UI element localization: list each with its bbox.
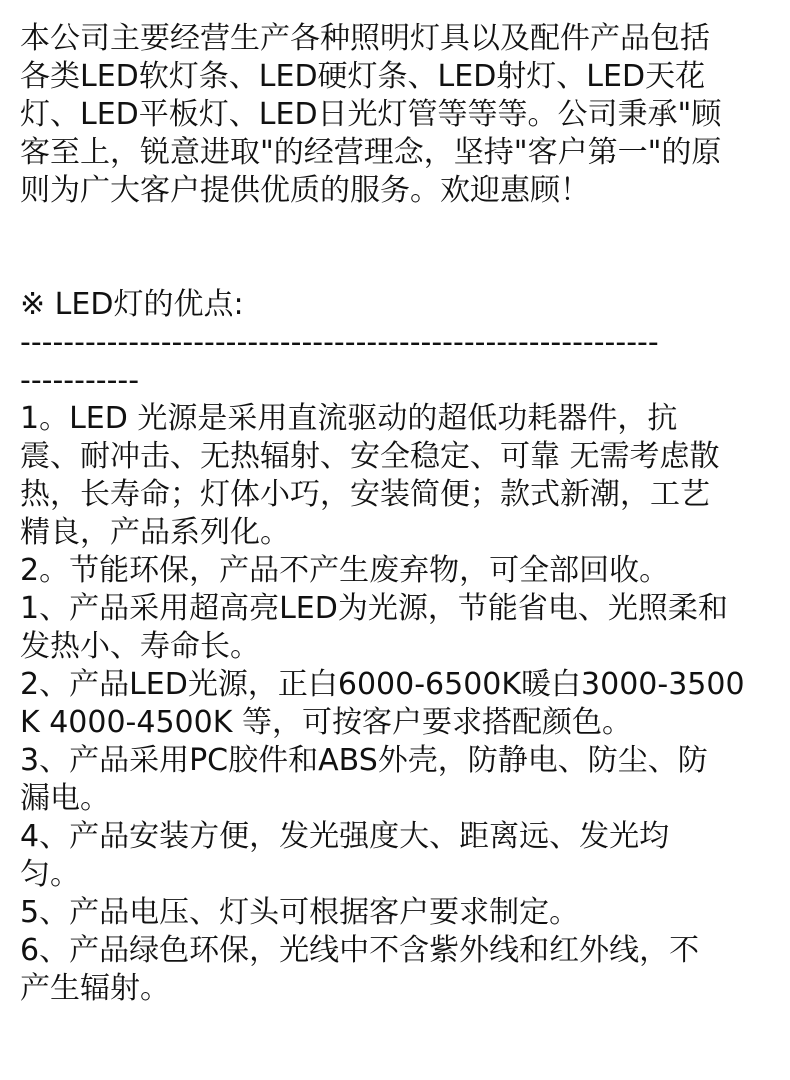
section-heading: ※ LED灯的优点: (20, 287, 244, 322)
document-body (20, 20, 772, 1008)
advantage-line: 1。LED 光源是采用直流驱动的超低功耗器件，抗 (20, 401, 678, 436)
intro-line: 灯、LED平板灯、LED日光灯管等等等。公司秉承"顾 (20, 97, 722, 132)
intro-line: 各类LED软灯条、LED硬灯条、LED射灯、LED天花 (20, 59, 706, 94)
advantage-line: 3、产品采用PC胶件和ABS外壳，防静电、防尘、防 (20, 743, 708, 778)
advantages-section (20, 286, 772, 1008)
advantage-line: 热，长寿命；灯体小巧，安装简便；款式新潮，工艺 (20, 477, 710, 512)
divider-line: ----------------------------------------------------------- (20, 325, 659, 360)
advantage-line: 匀。 (20, 857, 80, 892)
advantage-line: 5、产品电压、灯头可根据客户要求制定。 (20, 895, 580, 930)
advantage-line: 1、产品采用超高亮LED为光源，节能省电、光照柔和 (20, 591, 728, 626)
advantage-line: 4、产品安装方便，发光强度大、距离远、发光均 (20, 819, 670, 854)
advantage-line: 2、产品LED光源，正白6000-6500K暖白3000-3500 (20, 667, 745, 702)
intro-line: 客至上，锐意进取"的经营理念，坚持"客户第一"的原 (20, 135, 722, 170)
divider-line: ----------- (20, 363, 140, 398)
spacer (20, 248, 772, 286)
advantage-line: 发热小、寿命长。 (20, 629, 260, 664)
advantage-line: 2。节能环保，产品不产生废弃物，可全部回收。 (20, 553, 670, 588)
intro-line: 本公司主要经营生产各种照明灯具以及配件产品包括 (20, 21, 710, 56)
advantage-line: K 4000-4500K 等，可按客户要求搭配颜色。 (20, 705, 632, 740)
advantage-line: 产生辐射。 (20, 971, 170, 1006)
advantage-line: 6、产品绿色环保，光线中不含紫外线和红外线，不 (20, 933, 700, 968)
advantage-line: 精良，产品系列化。 (20, 515, 290, 550)
spacer (20, 210, 772, 248)
advantage-line: 漏电。 (20, 781, 110, 816)
intro-line: 则为广大客户提供优质的服务。欢迎惠顾！ (20, 173, 590, 208)
intro-paragraph (20, 20, 772, 210)
advantage-line: 震、耐冲击、无热辐射、安全稳定、可靠 无需考虑散 (20, 439, 720, 474)
